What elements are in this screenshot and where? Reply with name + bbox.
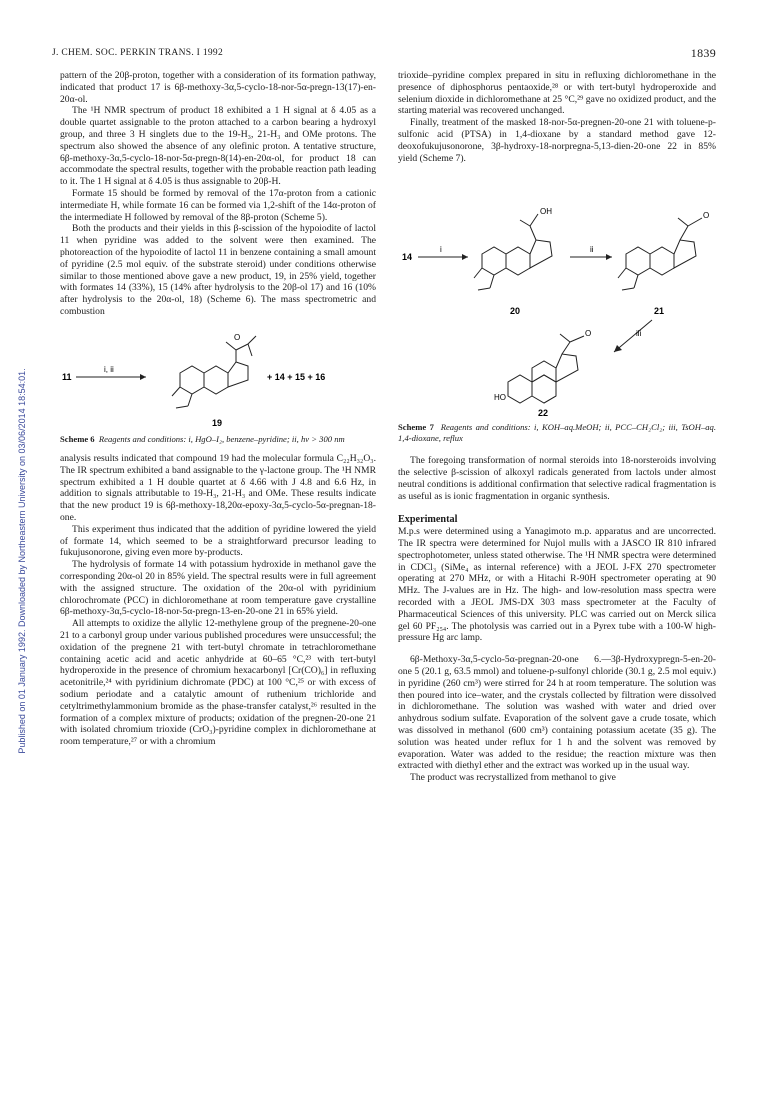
- running-header: [52, 48, 716, 64]
- download-notice: Published on 01 January 1992. Downloaded by Northeastern University on 03/06/2014 18:54:01.: [17, 368, 27, 754]
- hydroxy-group-label: HO: [494, 393, 506, 403]
- paragraph: M.p.s were determined using a Yanagimoto m.p. apparatus and are uncorrected. The IR spectra were determined for Nujol mulls with a JASCO IR 810 infrared spectrophotometer, unless stated otherwise. The ¹H NMR spectra were determined in CDCl₃ (SiMe₄ as internal reference) with a JEOL J-FX 270 spectrometer operating at 270 MHz, or with a Hitachi R-90H spectrometer operating at 90 MHz. The J-values are in Hz. The high- and low-resolution mass spectra were recorded with a JEOL JMS-DX 303 mass spectrometer at the Faculty of Pharmaceutical Sciences of this university. PLC was carried out on Merck silica gel 60 PF₂₅₄. The photolysis was carried out in a Pyrex tube with a 100-W high-pressure Hg arc lamp.: [398, 526, 716, 644]
- reaction-arrow: [614, 320, 652, 352]
- paragraph: Finally, treatment of the masked 18-nor-5α-pregnen-20-one 21 with toluene-p-sulfonic acid (PTSA) in 1,4-dioxane by a standard method gave 12-deoxofukujusonorone, 3β-hydroxy-18-norpregna-5,13-dien-20-one 22 in 85% yield (Scheme 7).: [398, 117, 716, 164]
- scheme-conditions: Reagents and conditions: i, KOH–aq.MeOH; ii, PCC–CH₂Cl₂; iii, TsOH–aq. 1,4-dioxane, reflux: [398, 422, 717, 443]
- scheme-6-diagram: [60, 318, 376, 428]
- compound-21-label: 21: [654, 306, 665, 317]
- journal-citation: J. CHEM. SOC. PERKIN TRANS. I 1992: [52, 48, 224, 58]
- scheme-6: [60, 318, 376, 444]
- scheme-conditions: Reagents and conditions: i, HgO–I₂, benzene–pyridine; ii, hν > 300 nm: [98, 433, 345, 444]
- reagent-label: i, ii: [104, 364, 114, 374]
- carbonyl-oxygen-label: O: [585, 329, 592, 339]
- section-heading-experimental: Experimental: [398, 514, 458, 526]
- scheme-label: Scheme 7: [398, 422, 434, 433]
- paragraph: pattern of the 20β-proton, together with a consideration of its formation pathway, indicated that product 17 is 6β-methoxy-3α,5-cyclo-18-nor-5α-pregn-13(17)-en-20α-ol.: [60, 70, 376, 105]
- compound-20-label: 20: [510, 306, 521, 317]
- reagent-i-label: i: [440, 245, 442, 255]
- paragraph: The foregoing transformation of normal steroids into 18-norsteroids involving the selective β-scission of alkoxyl radicals generated from lactols under almost neutral conditions is additional confirmation that selective radical fragmentation is as useful as is ionic fragmentation in organic synthesis.: [398, 455, 716, 502]
- page-number: 1839: [690, 46, 716, 60]
- reagent-iii-label: iii: [636, 329, 642, 339]
- reagent-ii-label: ii: [590, 245, 594, 255]
- paragraph: The hydrolysis of formate 14 with potassium hydroxide in methanol gave the corresponding 20α-ol 20 in 85% yield. The spectral results were in full agreement with the assigned structure. The oxidation of the 20α-ol with pyridinium chlorochromate (PCC) in dichloromethane at room temperature gave crystalline 6β-methoxy-3α,5-cyclo-18-nor-5α-pregn-13-en-20-one 21 in 65% yield.: [60, 559, 376, 618]
- paragraph: Formate 15 should be formed by removal of the 17α-proton from a cationic intermediate H, while formate 16 can be formed via 1,2-shift of the 14α-proton of the intermediate H followed by removal of the 8β-proton (Scheme 5).: [60, 187, 376, 223]
- arrow-head: [606, 254, 612, 260]
- paragraph: Both the products and their yields in this β-scission of the hypoiodite of lactol 11 when pyridine was added to the solvent were then examined. The photoreaction of the hypoiodite of lactol 11 in benzene containing a small amount of pyridine (2.5 mol equiv. of the substrate steroid) under conditions otherwise similar to those mentioned above gave a new product, 19, in 25% yield, together with formates 14 (33%), 15 (14% after hydrolysis to the 20β-ol 17) and 16 (10% after hydrolysis to the 20α-ol, 18) (Scheme 6). The mass spectrometric and combustion: [60, 223, 376, 317]
- arrow-head: [140, 374, 146, 380]
- paragraph: trioxide–pyridine complex prepared in situ in refluxing dichloromethane in the presence of diphosphorus pentaoxide,²⁸ or with tert-butyl hydroperoxide and selenium dioxide in dichloromethane at 25 °C,²⁹ gave no oxidized product, and the starting material was recovered unchanged.: [398, 70, 716, 117]
- scheme-label: Scheme 6: [60, 433, 95, 444]
- compound-22-label: 22: [538, 408, 549, 417]
- compound-20-structure: [474, 214, 552, 290]
- compound-19-label: 19: [212, 417, 223, 428]
- compound-21-structure: [618, 218, 702, 290]
- left-column: [60, 70, 376, 748]
- scheme-6-caption: [60, 434, 376, 445]
- paragraph: analysis results indicated that compound 19 had the molecular formula C₂₂H₃₂O₃. The IR spectrum exhibited a band assignable to the γ-lactone group. The ¹H NMR spectrum exhibited a 1 H double quartet at δ 4.66 with J 4.8 and 6.6 Hz, in addition to signals attributable to 19-H₃, 21-H₃ and OMe. These results indicate that the new product 19 is 6β-methoxy-18,20α-epoxy-3α,5-cyclo-5α-pregnan-18-one.: [60, 453, 376, 524]
- carbonyl-oxygen-label: O: [703, 211, 710, 221]
- arrow-head: [462, 254, 468, 260]
- right-column: [398, 70, 716, 784]
- scheme-7-caption: [398, 422, 716, 443]
- oxygen-label: O: [234, 332, 241, 342]
- paragraph: All attempts to oxidize the allylic 12-methylene group of the pregnene-20-one 21 to a carbonyl group under various published procedures were unsuccessful; the oxidation of the pregnene 21 with tert-butyl chromate in tetrachloromethane containing acetic acid and acetic anhydride at 60–65 °C,²³ with tert-butyl hydroperoxide in the presence of chromium hexacarbonyl [Cr(CO)₆] in refluxing acetonitrile,²⁴ with pyridinium dichromate (PDC) at 100 °C,²⁵ or with excess of sodium periodate and a catalytic amount of ruthenium trichloride and cetyltrimethylammonium bromide as the phase-transfer catalyst,²⁶ resulted in the formation of a complex mixture of products; oxidation of the pregnen-20-one 21 with isolated chromium trioxide (CrO₃)-pyridine complex in dichloromethane at room temperature,²⁷ or with a chromium: [60, 618, 376, 748]
- scheme-7: [398, 164, 716, 443]
- scheme-7-diagram: [398, 164, 716, 416]
- paragraph: This experiment thus indicated that the addition of pyridine lowered the yield of formate 14, which seemed to be a straightforward precursor leading to fukujusonorone, giving even more by-products.: [60, 523, 376, 559]
- paragraph: The product was recrystallized from methanol to give: [410, 772, 616, 784]
- compound-11-label: 11: [62, 371, 72, 382]
- compound-14-label: 14: [402, 252, 413, 263]
- compound-22-structure: [508, 334, 584, 403]
- additional-products: + 14 + 15 + 16: [267, 371, 326, 382]
- hydroxyl-label: OH: [540, 207, 552, 217]
- compound-19-structure: [172, 336, 256, 408]
- paragraph: 6β-Methoxy-3α,5-cyclo-5α-pregnan-20-one 6.—3β-Hydroxypregn-5-en-20-one 5 (20.1 g, 63.5 mmol) and toluene-p-sulfonyl chloride (30.1 g, 2.5 mol equiv.) in pyridine (260 cm³) were stirred for 24 h at room temperature. The solution was then poured into ice–water, and the crystals collected by filtration were dissolved in dichloromethane. The solution was washed with water and dried over anhydrous sodium sulfate. Evaporation of the solvent gave a crude tosate, which was dissolved in methanol (600 cm³) containing potassium acetate (35 g). The solution was heated under reflux for 1 h and the solvent was removed by evaporation. Water was added to the residue; the reaction mixture was then extracted with diethyl ether and the extract was worked up in the usual way.: [398, 654, 716, 772]
- paragraph: The ¹H NMR spectrum of product 18 exhibited a 1 H signal at δ 4.05 as a double quartet assignable to the proton attached to a carbon bearing a hydroxyl group, and three 3 H singlets due to the 19-H₃, 21-H₃ and OMe protons. The spectrum also showed the absence of any olefinic proton. A tentative structure, 6β-methoxy-3α,5-cyclo-18-nor-5α-pregn-8(14)-en-20α-ol, for product 18 can accommodate the spectral results, together with the probable reaction path leading to it. The 1 H signal at δ 4.05 is thus assignable to 20β-H.: [60, 105, 376, 188]
